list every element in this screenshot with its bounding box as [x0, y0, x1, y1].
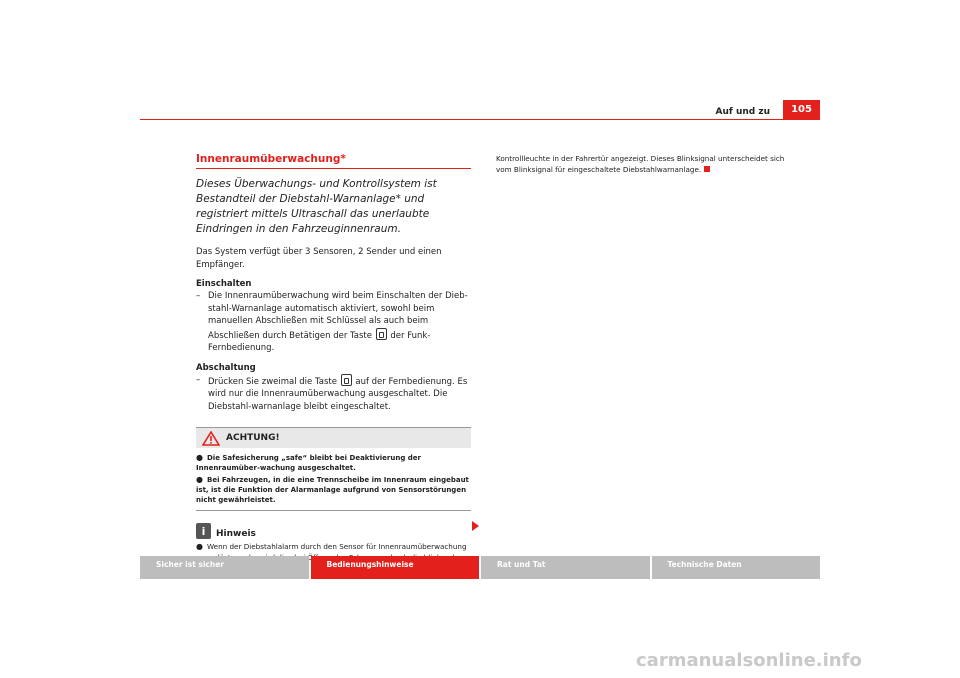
on-step-text [208, 290, 471, 355]
dash-marker: – [196, 291, 201, 301]
hint-header [196, 523, 471, 539]
left-column [196, 153, 471, 563]
bullet-dot: ● [196, 453, 203, 462]
warning-item [196, 475, 471, 505]
lock-key-icon [376, 328, 387, 340]
on-heading: Einschalten [196, 279, 252, 289]
hint-continued [496, 154, 786, 175]
tab-bedienungshinweise[interactable]: Bedienungshinweise [311, 556, 480, 579]
bullet-dot: ● [196, 475, 203, 484]
watermark: carmanualsonline.info [636, 650, 862, 671]
warning-box [196, 427, 471, 511]
warning-item [196, 453, 471, 473]
on-step [196, 290, 471, 355]
off-step-text [208, 374, 471, 414]
header-rule [140, 119, 820, 120]
continue-arrow-icon [472, 521, 479, 531]
tab-sicher-ist-sicher[interactable]: Sicher ist sicher [140, 556, 309, 579]
warning-list [196, 448, 471, 510]
section-title: Innenraumüberwachung* [196, 153, 471, 169]
off-text-a: Drücken Sie zweimal die Taste [208, 376, 337, 387]
off-heading: Abschaltung [196, 362, 256, 373]
page-number: 105 [783, 100, 820, 119]
warning-header [196, 428, 471, 448]
hint-title: Hinweis [216, 529, 256, 539]
bullet-dot: ● [196, 542, 203, 551]
warning-item-text: Bei Fahrzeugen, in die eine Trennscheibe im Innenraum eingebaut ist, ist die Funktion der Alarmanlage aufgrund von Sensorstörungen nicht gewährleistet. [196, 476, 469, 504]
off-text-b: auf der Fernbedienung. Es wird nur die Innenraumüberwachung ausgeschaltet. Die Diebstahl-warnanlage bleibt eingeschaltet. [208, 376, 468, 412]
system-description: Das System verfügt über 3 Sensoren, 2 Sender und einen Empfänger. [196, 247, 442, 270]
tab-technische-daten[interactable]: Technische Daten [652, 556, 821, 579]
on-text-b: der Funk-Fernbedienung. [208, 330, 431, 353]
section-intro: Dieses Überwachungs- und Kontrollsystem ist Bestandteil der Diebstahl-Warnanlage* und registriert mittels Ultraschall das unerlaubte Eindringen in den Fahrzeuginnenraum. [196, 178, 437, 235]
lock-key-icon [341, 374, 352, 386]
section-end-icon [704, 166, 710, 172]
off-step [196, 374, 471, 414]
warning-item-text: Die Safesicherung „safe“ bleibt bei Deaktivierung der Innenraumüber-wachung ausgeschaltet. [196, 454, 421, 472]
dash-marker: – [196, 374, 201, 385]
hint-icon: i [196, 523, 211, 539]
hint-continued-text: Kontrollleuchte in der Fahrertür angezeigt. Dieses Blinksignal unterscheidet sich vom Blinksignal für eingeschaltete Diebstahlwarnanlage. [496, 154, 785, 174]
tab-rat-und-tat[interactable]: Rat und Tat [481, 556, 650, 579]
warning-triangle-icon [202, 431, 220, 446]
right-column [496, 154, 786, 175]
hint-text-body: Wenn der Diebstahlalarm durch den Sensor für Innenraumüberwachung [206, 542, 467, 551]
on-text-a: Die Innenraumüberwachung wird beim Einschalten der Dieb-stahl-Warnanlage automatisch aktiviert, sowohl beim manuellen Abschließen mit Schlüssel als auch beim Abschließen durch Betätigen der Taste [208, 291, 468, 341]
footer-nav [140, 556, 820, 579]
header-title: Auf und zu [715, 107, 770, 117]
warning-title: ACHTUNG! [226, 433, 280, 443]
